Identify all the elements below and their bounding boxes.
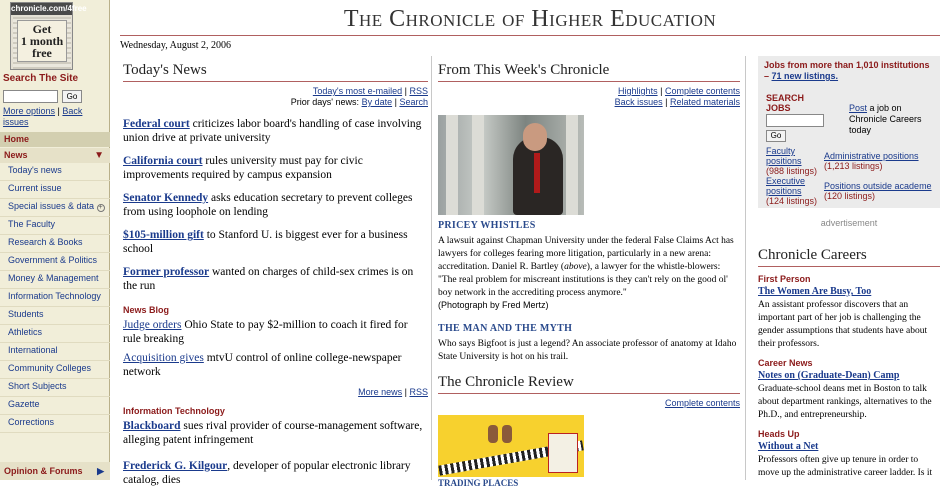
triangle-down-icon: ▼: [94, 150, 104, 161]
highlights-link[interactable]: Highlights: [618, 86, 658, 96]
nav-item-special-issues-label: Special issues & data: [8, 201, 95, 211]
news-story: [123, 228, 428, 256]
related-materials-link[interactable]: Related materials: [669, 97, 740, 107]
blog-story: [123, 318, 428, 346]
building-column: [566, 115, 578, 215]
nav-item-current-issue[interactable]: Current issue: [0, 181, 110, 199]
link-separator: |: [665, 97, 668, 107]
new-listings-link[interactable]: 71 new listings.: [771, 71, 839, 81]
review-utility-links: [438, 398, 740, 409]
back-issues-link[interactable]: Back issues: [3, 106, 83, 127]
dateline: Wednesday, August 2, 2006: [120, 40, 232, 51]
story-text: Ohio State to pay $2-million to coach it fired for rule breaking: [123, 319, 408, 345]
nav-item-international[interactable]: International: [0, 343, 110, 361]
promo-line-1: Get: [32, 22, 52, 36]
post-job-link[interactable]: Post: [849, 103, 868, 113]
sidebar: [0, 0, 110, 480]
column-divider: [745, 56, 746, 480]
todays-news-utility-links: [123, 86, 428, 108]
jobs-box: [758, 56, 940, 208]
link-separator: |: [404, 86, 407, 96]
news-search-link[interactable]: Search: [399, 97, 428, 107]
weekly-heading: From This Week's Chronicle: [438, 62, 740, 82]
story-text: to Stanford U. is biggest ever for a business school: [123, 229, 408, 255]
nav-news[interactable]: [0, 148, 110, 163]
women-busy-body: An assistant professor discovers that an important part of her job is challenging the gender assumptions that students have about their professors.: [758, 300, 928, 349]
by-date-link[interactable]: By date: [361, 97, 393, 107]
news-nav-list: [0, 163, 110, 433]
link-separator: |: [660, 86, 663, 96]
administrative-count: (1,213 listings): [824, 161, 883, 171]
prior-days-label: Prior days' news:: [290, 97, 360, 107]
story-headline-link[interactable]: Former professor: [123, 266, 210, 278]
plus-circle-icon: +: [98, 204, 103, 211]
executive-count: (124 listings): [766, 196, 818, 206]
body-part: ), a lawyer for the whistle-blowers: "The real problem for miscreant institutions is they can't rely on the good ol' boy network in the accrediting process anymore.": [438, 262, 728, 298]
todays-news-heading: Today's News: [123, 62, 428, 82]
building-column: [446, 115, 458, 215]
without-a-net-headline[interactable]: Without a Net: [758, 441, 819, 452]
complete-contents-link[interactable]: Complete contents: [664, 86, 740, 96]
illustrated-building: [548, 433, 578, 473]
more-news-links: [123, 387, 428, 398]
outside-count: (120 listings): [824, 191, 876, 201]
body-part: A lawsuit against Chapman University under the federal False Claims Act has lawyers for colleges fearing more litigation, particularly in a new arena: accreditation. Daniel R. Bartley (: [438, 236, 734, 272]
executive-positions-link[interactable]: Executive positions: [766, 176, 806, 196]
advertisement-label: advertisement: [820, 218, 878, 228]
link-separator: |: [394, 97, 397, 107]
first-person-label: First Person: [758, 274, 811, 284]
women-busy-headline[interactable]: The Women Are Busy, Too: [758, 286, 872, 297]
more-news-link[interactable]: More news: [358, 387, 403, 397]
story-headline-link[interactable]: Blackboard: [123, 420, 181, 432]
nav-item-special-issues[interactable]: [0, 199, 110, 217]
story-headline-link[interactable]: Senator Kennedy: [123, 192, 209, 204]
promo-url: chronicle.com/4free: [11, 4, 87, 13]
link-separator: |: [57, 106, 60, 116]
nav-opinion-forums[interactable]: [0, 462, 110, 480]
masthead: [120, 6, 940, 33]
story-headline-link[interactable]: California court: [123, 155, 203, 167]
outside-academe-link[interactable]: Positions outside academe: [824, 181, 932, 191]
it-story: [123, 459, 428, 487]
free-month-promo[interactable]: [10, 2, 87, 70]
positions-outside-academe[interactable]: [824, 181, 940, 201]
faculty-positions[interactable]: [766, 146, 824, 176]
body-emphasis: above: [564, 262, 587, 272]
back-issues-link[interactable]: Back issues: [614, 97, 663, 107]
jobs-heading: [764, 60, 936, 82]
nav-item-athletics[interactable]: Athletics: [0, 325, 110, 343]
promo-text: [17, 20, 67, 62]
jobs-search-input[interactable]: [766, 114, 824, 127]
nav-item-money-management[interactable]: Money & Management: [0, 271, 110, 289]
blog-story: [123, 351, 428, 379]
post-job-text: [849, 103, 939, 136]
pricey-whistles-body: [438, 235, 740, 313]
trading-places-illustration[interactable]: [438, 415, 584, 477]
nav-item-government-politics[interactable]: Government & Politics: [0, 253, 110, 271]
news-story: [123, 154, 428, 182]
nav-item-gazette[interactable]: Gazette: [0, 397, 110, 415]
person-head: [523, 123, 547, 151]
story-text: criticizes labor board's handling of case involving union drive at private university: [123, 118, 422, 144]
nav-item-the-faculty[interactable]: The Faculty: [0, 217, 110, 235]
trading-places-headline[interactable]: TRADING PLACES: [438, 478, 519, 488]
rss-link[interactable]: RSS: [409, 387, 428, 397]
graduate-dean-camp-body: Graduate-school deans met in Boston to talk about department rankings, alternatives to the Ph.D., and entrepreneurship.: [758, 384, 932, 420]
graduate-dean-camp-headline[interactable]: Notes on (Graduate-Dean) Camp: [758, 370, 900, 381]
illustrated-figure: [488, 425, 498, 443]
building-column: [472, 115, 484, 215]
nav-item-information-technology[interactable]: Information Technology: [0, 289, 110, 307]
promo-line-2: 1 month: [20, 34, 64, 48]
administrative-positions-link[interactable]: Administrative positions: [824, 151, 919, 161]
man-and-myth-headline[interactable]: THE MAN AND THE MYTH: [438, 323, 573, 334]
nav-item-short-subjects[interactable]: Short Subjects: [0, 379, 110, 397]
todays-news-column: [123, 62, 428, 487]
story-text: mtvU control of online college-newspaper network: [123, 352, 402, 378]
nav-home[interactable]: Home: [0, 132, 110, 147]
faculty-positions-link[interactable]: Faculty positions: [766, 146, 802, 166]
nav-item-students[interactable]: Students: [0, 307, 110, 325]
search-links: [3, 106, 103, 128]
it-story: [123, 419, 428, 447]
person-tie: [534, 153, 540, 193]
weekly-chronicle-column: [438, 62, 740, 488]
site-search-input[interactable]: [3, 90, 58, 103]
triangle-right-icon: ▶: [97, 466, 104, 476]
news-story: [123, 265, 428, 293]
story-text: asks education secretary to prevent colleges from using loophole on lending: [123, 192, 413, 218]
nav-item-todays-news[interactable]: Today's news: [0, 163, 110, 181]
nav-item-corrections[interactable]: Corrections: [0, 415, 110, 433]
search-site-label: Search The Site: [3, 73, 79, 84]
column-divider: [431, 56, 432, 480]
nav-opinion-label: Opinion & Forums: [4, 466, 83, 476]
rss-link[interactable]: RSS: [409, 86, 428, 96]
chronicle-review-heading: The Chronicle Review: [438, 374, 740, 394]
story-headline-link[interactable]: Federal court: [123, 118, 190, 130]
heads-up-label: Heads Up: [758, 429, 800, 439]
story-text: rules university must pay for civic improvements required by campus expansion: [123, 155, 363, 181]
post-job-rest: a job on Chronicle Careers today: [849, 103, 922, 135]
jobs-search-go-button[interactable]: Go: [766, 130, 786, 142]
nav-news-label: News: [4, 150, 28, 160]
story-text: sues rival provider of course-management software, alleging patent infringement: [123, 420, 423, 446]
administrative-positions[interactable]: [824, 151, 940, 171]
executive-positions[interactable]: [766, 176, 824, 206]
pricey-whistles-headline[interactable]: PRICEY WHISTLES: [438, 220, 536, 231]
story-headline-link[interactable]: $105-million gift: [123, 229, 204, 241]
man-and-myth-body: Who says Bigfoot is just a legend? An associate professor of anatomy at Idaho State University is hot on his trail.: [438, 339, 737, 362]
news-story: [123, 117, 428, 145]
weekly-utility-links: [438, 86, 740, 108]
review-complete-contents-link[interactable]: Complete contents: [664, 398, 740, 408]
promo-line-3: free: [32, 46, 52, 60]
most-emailed-link[interactable]: Today's most e-mailed: [312, 86, 403, 96]
without-a-net-body: Professors often give up tenure in order to move up the administrative career ladder. Is it: [758, 455, 933, 478]
news-blog-label: News Blog: [123, 305, 170, 315]
faculty-count: (988 listings): [766, 166, 818, 176]
chronicle-careers-heading: Chronicle Careers: [758, 247, 940, 267]
story-text: , developer of popular electronic library catalog, dies: [123, 460, 411, 486]
more-options-link[interactable]: More options: [3, 106, 56, 116]
masthead-rule: [120, 35, 940, 36]
story-headline-link[interactable]: Frederick G. Kilgour: [123, 460, 228, 472]
nav-item-research-books[interactable]: Research & Books: [0, 235, 110, 253]
news-story: [123, 191, 428, 219]
site-search-go-button[interactable]: Go: [62, 90, 82, 103]
bartley-photo[interactable]: [438, 115, 584, 215]
story-text: wanted on charges of child-sex crimes is on the run: [123, 266, 414, 292]
information-technology-label: Information Technology: [123, 406, 225, 416]
careers-column: [758, 56, 940, 480]
nav-item-community-colleges[interactable]: Community Colleges: [0, 361, 110, 379]
search-jobs-label: SEARCH JOBS: [766, 93, 805, 113]
blog-headline-link[interactable]: Acquisition gives: [123, 352, 204, 364]
link-separator: |: [404, 387, 407, 397]
career-news-label: Career News: [758, 358, 813, 368]
illustrated-figure: [502, 425, 512, 443]
photo-credit: (Photograph by Fred Mertz): [438, 300, 549, 310]
masthead-title: The Chronicle of Higher Education: [343, 6, 717, 32]
blog-headline-link[interactable]: Judge orders: [123, 319, 182, 331]
jobs-heading-text: Jobs from more than 1,010 institutions –: [764, 60, 930, 81]
